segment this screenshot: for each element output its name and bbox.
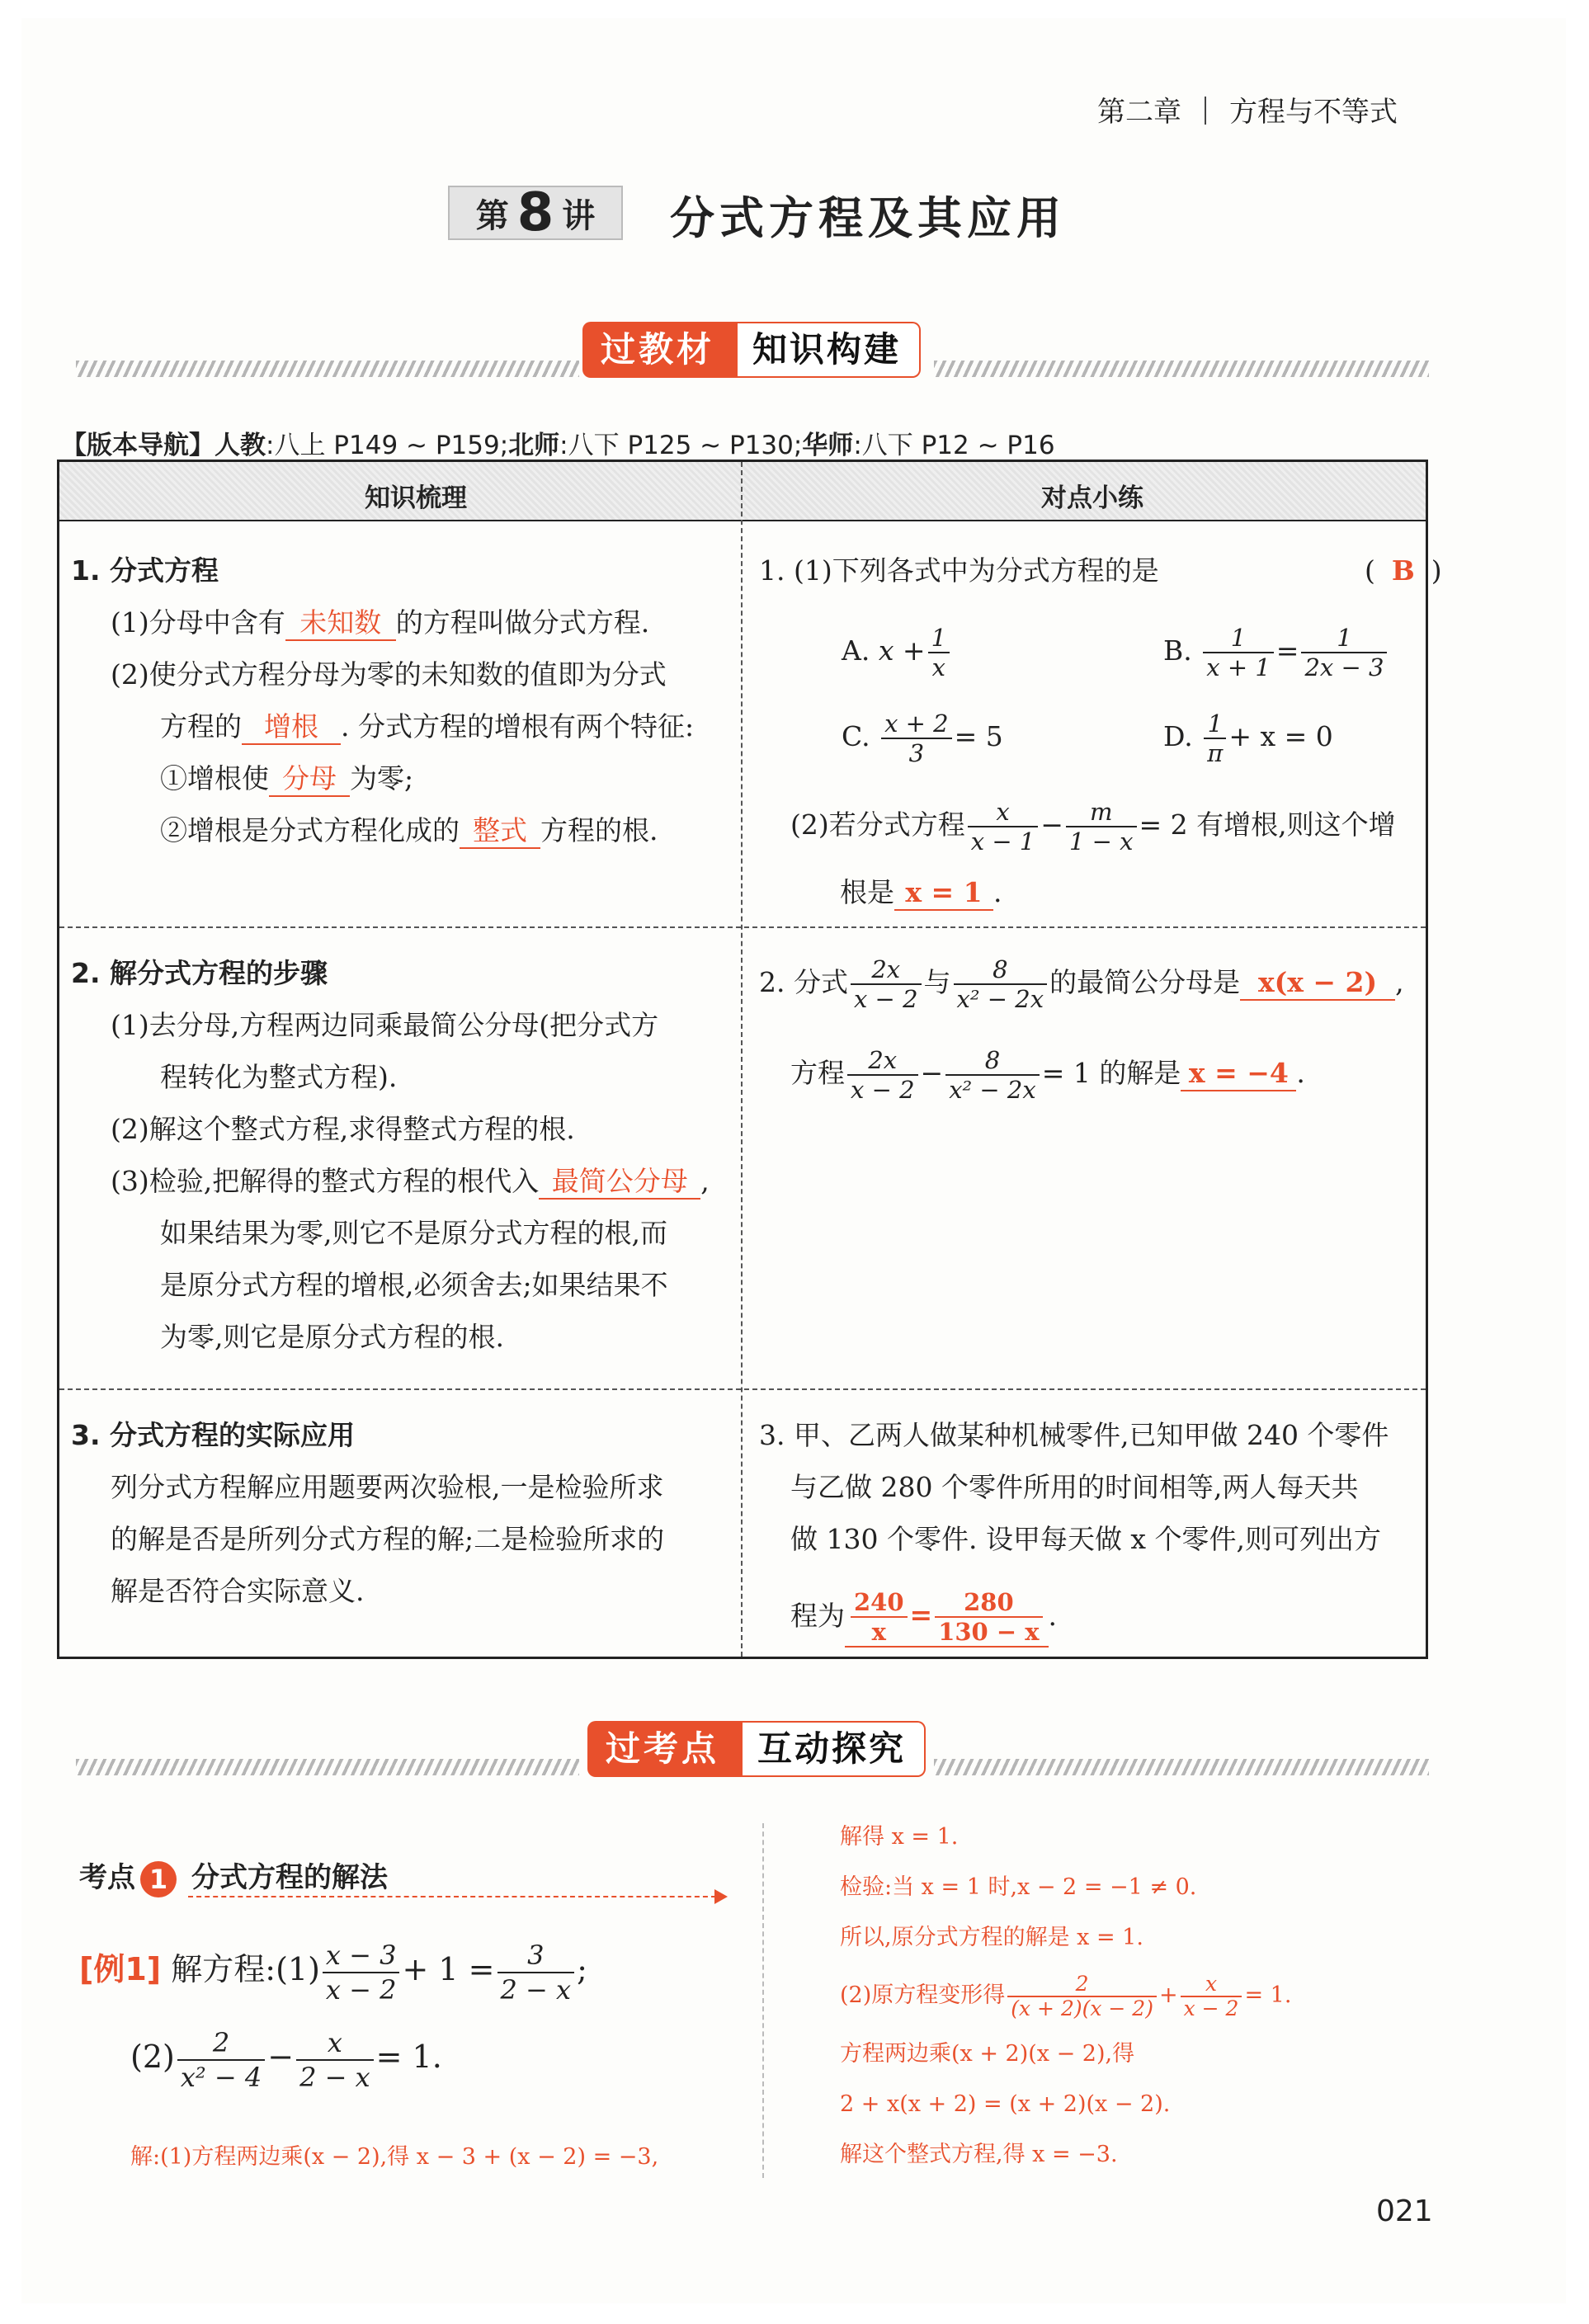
s2-line-3: (2)解这个整式方程,求得整式方程的根.	[111, 1113, 575, 1145]
nav-label: 【版本导航】	[61, 431, 215, 460]
kp-title: 分式方程的解法	[191, 1861, 388, 1894]
page-title: 分式方程及其应用	[670, 192, 1066, 244]
option-b: B. $\frac{1}{x + 1}$ = $\frac{1}{2x - 3}$	[1163, 624, 1389, 681]
blank-extraneous-root: 增根	[242, 710, 341, 745]
running-header	[1097, 89, 1398, 130]
solution-step-1: 解:(1)方程两边乘(x − 2),得 x − 3 + (x − 2) = −3,	[130, 2144, 659, 2170]
s3-line-1: 列分式方程解应用题要两次验根,一是检验所求	[111, 1471, 664, 1503]
solution-r4: (2)原方程变形得 $\frac{2}{(x + 2)(x - 2)}$ + $\frac{x}{x - 2}$ = 1.	[840, 1971, 1292, 2020]
knowledge-point-heading	[79, 1855, 388, 1897]
col-header-knowledge: 知识梳理	[365, 483, 467, 513]
blank-lcd-answer: x(x − 2)	[1240, 966, 1395, 1001]
section-label: 方程与不等式	[1229, 96, 1398, 129]
q3-line-3: 做 130 个零件. 设甲每天做 x 个零件,则可列出方	[790, 1523, 1382, 1555]
example-1-part-2: (2) $\frac{2}{\text{x² − 4}}$ − $\frac{x}{2 - x}$ = 1.	[130, 2026, 442, 2093]
solution-r5: 方程两边乘(x + 2)(x − 2),得	[840, 2041, 1135, 2067]
solution-r3: 所以,原分式方程的解是 x = 1.	[840, 1925, 1143, 1950]
nav-beishi: 北师	[508, 431, 560, 460]
nav-beishi-pages: :八下 P125 ~ P130;	[559, 431, 803, 460]
blank-extraneous-root-value: x = 1	[894, 876, 993, 911]
section-banner-exam-points	[587, 1721, 926, 1777]
blank-solution: x = −4	[1181, 1057, 1296, 1091]
solution-r1: 解得 x = 1.	[840, 1824, 959, 1850]
hatch-left-2	[76, 1759, 579, 1775]
kp-label: 考点	[79, 1861, 135, 1894]
s3-line-2: 的解是否是所列分式方程的解;二是检验所求的	[111, 1523, 665, 1555]
nav-huashi-pages: :八下 P12 ~ P16	[853, 431, 1055, 460]
table-header	[59, 462, 1426, 521]
lecture-number: 8	[516, 182, 554, 243]
frac-b1: $\frac{1}{x + 1}$	[1203, 624, 1274, 681]
nav-huashi: 华师	[802, 431, 854, 460]
option-a: A. x + $\frac{1}{x}$	[842, 624, 952, 681]
example-1: [例1] 解方程:(1) $\frac{x - 3}{x - 2}$ + 1 = $\frac{3}{2 - x}$ ;	[79, 1939, 587, 2006]
section-2-title: 2. 解分式方程的步骤	[71, 957, 328, 989]
blank-denominator: 分母	[269, 762, 350, 797]
section-1	[71, 544, 694, 856]
banner2-red: 过考点	[587, 1721, 743, 1777]
row-divider-2	[59, 1388, 1426, 1390]
frac-d: $\frac{1}{\pi}$	[1204, 709, 1226, 767]
blank-lcd: 最简公分母	[539, 1165, 700, 1200]
s2-line-1: (1)去分母,方程两边同乘最简公分母(把分式方	[111, 1009, 659, 1041]
knowledge-table	[57, 460, 1442, 1659]
question-1	[759, 544, 1159, 596]
row-divider-1	[59, 926, 1426, 928]
question-3	[759, 1409, 1389, 1565]
option-d: D. $\frac{1}{\pi}$ + x = 0	[1163, 709, 1333, 767]
banner-red: 过教材	[582, 322, 738, 378]
section-1-title: 1. 分式方程	[71, 554, 219, 587]
header-divider	[1205, 97, 1206, 125]
lecture-number-box	[448, 182, 623, 243]
page-number: 021	[1376, 2194, 1433, 2228]
s3-line-3: 解是否符合实际意义.	[111, 1575, 365, 1607]
lecture-prefix: 第	[475, 197, 509, 235]
solution-r2: 检验:当 x = 1 时,x − 2 = −1 ≠ 0.	[840, 1874, 1197, 1900]
nav-renjiao: 人教	[215, 431, 266, 460]
question-2-line-2: 方程 $\frac{2x}{x - 2}$ − $\frac{8}{\text{x² − 2x}}$ = 1 的解是 x = −4 .	[790, 1046, 1305, 1104]
hatch-right-2	[934, 1759, 1429, 1775]
s2-line-6: 是原分式方程的增根,必须舍去;如果结果不	[160, 1269, 668, 1301]
column-divider	[741, 462, 743, 1657]
s1-line-2: (2)使分式方程分母为零的未知数的值即为分式	[111, 658, 667, 691]
nav-renjiao-pages: :八上 P149 ~ P159;	[266, 431, 509, 460]
section-banner-textbook	[582, 322, 921, 378]
kp-arrow-icon	[714, 1889, 728, 1904]
frac-a: $\frac{1}{x}$	[928, 624, 950, 681]
s1-line-4: ①增根使 分母 为零;	[71, 752, 694, 804]
hatch-left-1	[76, 361, 579, 377]
kp-number-badge: 1	[140, 1861, 177, 1897]
q1-part-2: (2)若分式方程 $\frac{x}{x - 1}$ − $\frac{m}{1 - x}$ = 2 有增根,则这个增	[790, 798, 1396, 856]
s1-line-3: 方程的 增根 . 分式方程的增根有两个特征:	[71, 700, 694, 752]
lecture-suffix: 讲	[562, 197, 596, 235]
frac-b2: $\frac{1}{2x - 3}$	[1301, 624, 1387, 681]
solution-divider	[762, 1823, 764, 2178]
q1-part-2-answer: 根是 x = 1 .	[840, 866, 1002, 918]
chapter-label: 第二章	[1097, 96, 1181, 129]
section-3-title: 3. 分式方程的实际应用	[71, 1419, 355, 1451]
section-3	[71, 1409, 664, 1617]
q3-line-1: 3. 甲、乙两人做某种机械零件,已知甲做 240 个零件	[759, 1419, 1389, 1451]
section-2	[71, 947, 710, 1363]
q3-answer-line: 程为 $\frac{240}{x}$ = $\frac{280}{130 - x}$ .	[790, 1588, 1058, 1646]
option-c: C. $\frac{x + 2}{3}$ = 5	[842, 709, 1003, 767]
q1-answer-bracket: ( B )	[1365, 554, 1442, 587]
example-tag: [例1]	[79, 1951, 162, 1987]
version-navigation	[61, 424, 1055, 461]
s2-line-2: 程转化为整式方程).	[160, 1061, 398, 1093]
s2-line-4: (3)检验,把解得的整式方程的根代入 最简公分母 ,	[71, 1155, 710, 1207]
banner-white: 知识构建	[738, 322, 921, 378]
solution-r6: 2 + x(x + 2) = (x + 2)(x − 2).	[840, 2091, 1171, 2117]
blank-unknown: 未知数	[285, 606, 396, 641]
solution-right	[840, 1812, 1291, 2180]
blank-polynomial: 整式	[460, 814, 540, 849]
hatch-right-1	[934, 361, 1429, 377]
solution-r7: 解这个整式方程,得 x = −3.	[840, 2142, 1118, 2167]
q1-answer: B	[1391, 554, 1415, 587]
s1-line-1: (1)分母中含有 未知数 的方程叫做分式方程.	[71, 596, 694, 648]
q3-line-2: 与乙做 280 个零件所用的时间相等,两人每天共	[790, 1471, 1359, 1503]
col-header-practice: 对点小练	[1041, 483, 1143, 513]
banner2-white: 互动探究	[743, 1721, 926, 1777]
q1-stem: 1. (1)下列各式中为分式方程的是	[759, 554, 1159, 587]
frac-c: $\frac{x + 2}{3}$	[881, 709, 952, 767]
kp-dashed-line	[188, 1896, 716, 1897]
s1-line-5: ②增根是分式方程化成的 整式 方程的根.	[71, 804, 694, 856]
s2-line-5: 如果结果为零,则它不是原分式方程的根,而	[160, 1217, 667, 1249]
s2-line-7: 为零,则它是原分式方程的根.	[160, 1321, 504, 1353]
question-2-line-1: 2. 分式 $\frac{2x}{x - 2}$ 与 $\frac{8}{\text{x² − 2x}}$ 的最简公分母是 x(x − 2) ,	[759, 955, 1404, 1013]
